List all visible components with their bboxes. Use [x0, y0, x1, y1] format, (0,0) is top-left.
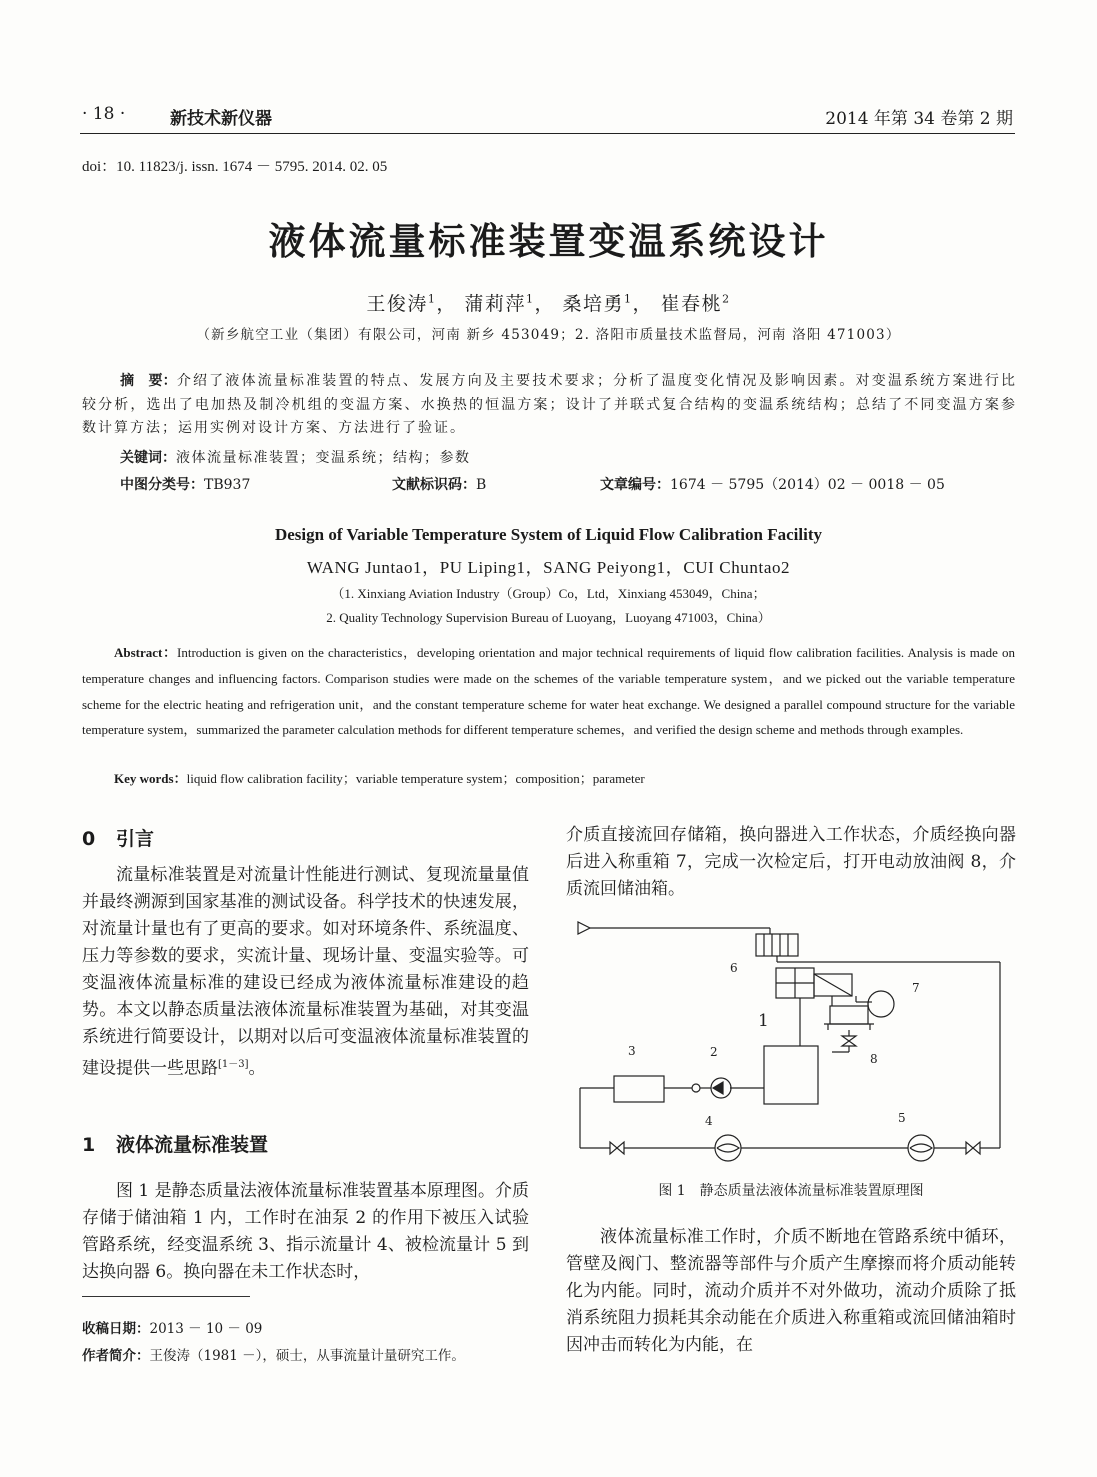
- label-4: 4: [705, 1114, 713, 1128]
- section-heading-0: 0 引言: [82, 828, 155, 850]
- section-heading-1: 1 液体流量标准装置: [82, 1134, 269, 1156]
- header-rule: [80, 133, 1015, 134]
- author-list: 王俊涛$^1$， 蒲莉萍$^1$， 桑培勇$^1$， 崔春桃$^2$: [366, 292, 731, 315]
- author-name: 蒲莉萍: [464, 293, 526, 315]
- label-6: 6: [730, 961, 738, 975]
- intro-paragraph: 流量标准装置是对流量计性能进行测试、复现流量量值并最终溯源到国家基准的测试设备。科学技术的快速发展，对流量计量也有了更高的要求。如对环境条件、系统温度、压力等参数的要求，实流计量、现场计量、变温实验等。可变温液体流量标准的建设已经成为液体流量标准建设的趋势。本文以静态质量法液体流量标准装置为基础，对其变温系统进行简要设计，以期对以后可变温液体流量标准装置的建设提供一些思路[1－3]。: [82, 865, 529, 1079]
- author-aff-mark: 2: [722, 292, 731, 306]
- journal-name: 新技术新仪器: [170, 109, 272, 129]
- english-abstract: [82, 640, 1015, 743]
- keywords-cn-text: 液体流量标准装置；变温系统；结构；参数: [176, 450, 471, 466]
- affiliation: （新乡航空工业（集团）有限公司，河南 新乡 453049；2. 洛阳市质量技术监督局，河南 洛阳 471003）: [196, 327, 901, 343]
- body-paragraph-right-bottom: 液体流量标准工作时，介质不断地在管路系统中循环，管壁及阀门、整流器等部件与介质产生摩擦而将介质动能转化为内能。同时，流动介质并不对外做功，流动介质除了抵消系统阻力损耗其余动能在介质进入称重箱或流回储油箱时因冲击而转化为内能，在: [566, 1227, 1016, 1355]
- author-aff-mark: 1: [427, 292, 437, 306]
- citation: [1－3]: [218, 1059, 249, 1070]
- diverter-block: [756, 934, 798, 956]
- body-paragraph-left: 图 1 是静态质量法液体流量标准装置基本原理图。介质存储于储油箱 1 内，工作时在油泵 2 的作用下被压入试验管路系统，经变温系统 3、指示流量计 4、被检流量计 5 到达换向器 6。换向器在未工作状态时，: [82, 1181, 529, 1282]
- english-keywords-label: Key words：: [114, 771, 187, 786]
- author-name: 王俊涛: [366, 293, 428, 315]
- scale-dial: [868, 991, 894, 1017]
- oil-storage-tank: [764, 1046, 818, 1104]
- author-bio: 作者简介：王俊涛（1981 －），硕士，从事流量计量研究工作。: [82, 1348, 465, 1364]
- variable-temperature-system: [614, 1076, 664, 1102]
- label-8: 8: [870, 1052, 878, 1066]
- schematic-diagram: [570, 912, 1018, 1172]
- valve-left-icon: [610, 1142, 624, 1154]
- english-keywords: [114, 768, 645, 787]
- label-2: 2: [710, 1045, 718, 1059]
- inlet-arrow-icon: [578, 922, 590, 934]
- english-affiliation-2: 2. Quality Technology Supervision Bureau of Luoyang，Luoyang 471003，China）: [326, 610, 771, 625]
- author-aff-mark: 1: [525, 292, 535, 306]
- drain-valve-icon: [842, 1036, 856, 1046]
- keywords-cn-label: 关键词：: [120, 450, 176, 466]
- english-abstract-label: Abstract：: [114, 645, 177, 660]
- abstract-cn-text: 介绍了液体流量标准装置的特点、发展方向及主要技术要求；分析了温度变化情况及影响因素。对变温系统方案进行比较分析，选出了电加热及制冷机组的变温方案、水换热的恒温方案；设计了并联式复合结构的变温系统结构；总结了不同变温方案参数计算方法；运用实例对设计方案、方法进行了验证。: [82, 373, 1018, 436]
- weighing-tank: [830, 1006, 868, 1024]
- article-number: 文章编号：1674 － 5795（2014）02 － 0018 － 05: [600, 477, 945, 493]
- valve-right-icon: [966, 1142, 980, 1154]
- author-name: 崔春桃: [660, 293, 723, 315]
- english-authors: WANG Juntao1，PU Liping1，SANG Peiyong1，CUI Chuntao2: [306, 558, 791, 577]
- english-title: Design of Variable Temperature System of Liquid Flow Calibration Facility: [274, 525, 822, 544]
- paper-title: 液体流量标准装置变温系统设计: [268, 220, 829, 263]
- page-number: · 18 ·: [82, 104, 126, 124]
- footnote-rule: [82, 1296, 250, 1297]
- indicating-flowmeter: [715, 1135, 741, 1161]
- english-abstract-text: Introduction is given on the characteristics，developing orientation and major technical requirements of liquid flow calibration facilities. Analysis is made on temperature changes and influencing factors. Comparison studies were made on the schemes of the variable temperature system，and we picked out the variable temperature scheme for the electric heating and refrigeration unit，and the constant temperature scheme for water heat exchange. We designed a parallel compound structure for the variable temperature system，summarized the parameter calculation methods for different temperature schemes，and verified the design scheme and methods through examples.: [82, 645, 1015, 738]
- document-code: 文献标识码：B: [392, 477, 487, 493]
- tested-flowmeter: [908, 1135, 934, 1161]
- received-date: 收稿日期：2013 － 10 － 09: [82, 1321, 263, 1337]
- label-5: 5: [898, 1111, 906, 1125]
- label-1: 1: [758, 1011, 769, 1031]
- english-keywords-text: liquid flow calibration facility；variable temperature system；composition；parameter: [186, 771, 645, 786]
- label-7: 7: [912, 981, 920, 995]
- english-affiliation-1: （1. Xinxiang Aviation Industry（Group）Co，Ltd，Xinxiang 453049，China；: [331, 586, 766, 601]
- label-3: 3: [628, 1044, 636, 1058]
- author-aff-mark: 1: [624, 292, 633, 306]
- body-paragraph-right-top: 介质直接流回存储箱，换向器进入工作状态，介质经换向器后进入称重箱 7，完成一次检定后，打开电动放油阀 8，介质流回储油箱。: [566, 825, 1016, 899]
- author-name: 桑培勇: [562, 293, 625, 315]
- clc-number: 中图分类号：TB937: [120, 477, 251, 493]
- abstract-cn: [82, 370, 1017, 441]
- keywords-cn: [120, 447, 471, 467]
- issue-info: 2014 年第 34 卷第 2 期: [825, 109, 1013, 129]
- figure-caption: 图 1 静态质量法液体流量标准装置原理图: [658, 1183, 924, 1199]
- abstract-cn-label: 摘 要：: [120, 373, 177, 389]
- doi: doi：10. 11823/j. issn. 1674 － 5795. 2014. 02. 05: [82, 159, 388, 175]
